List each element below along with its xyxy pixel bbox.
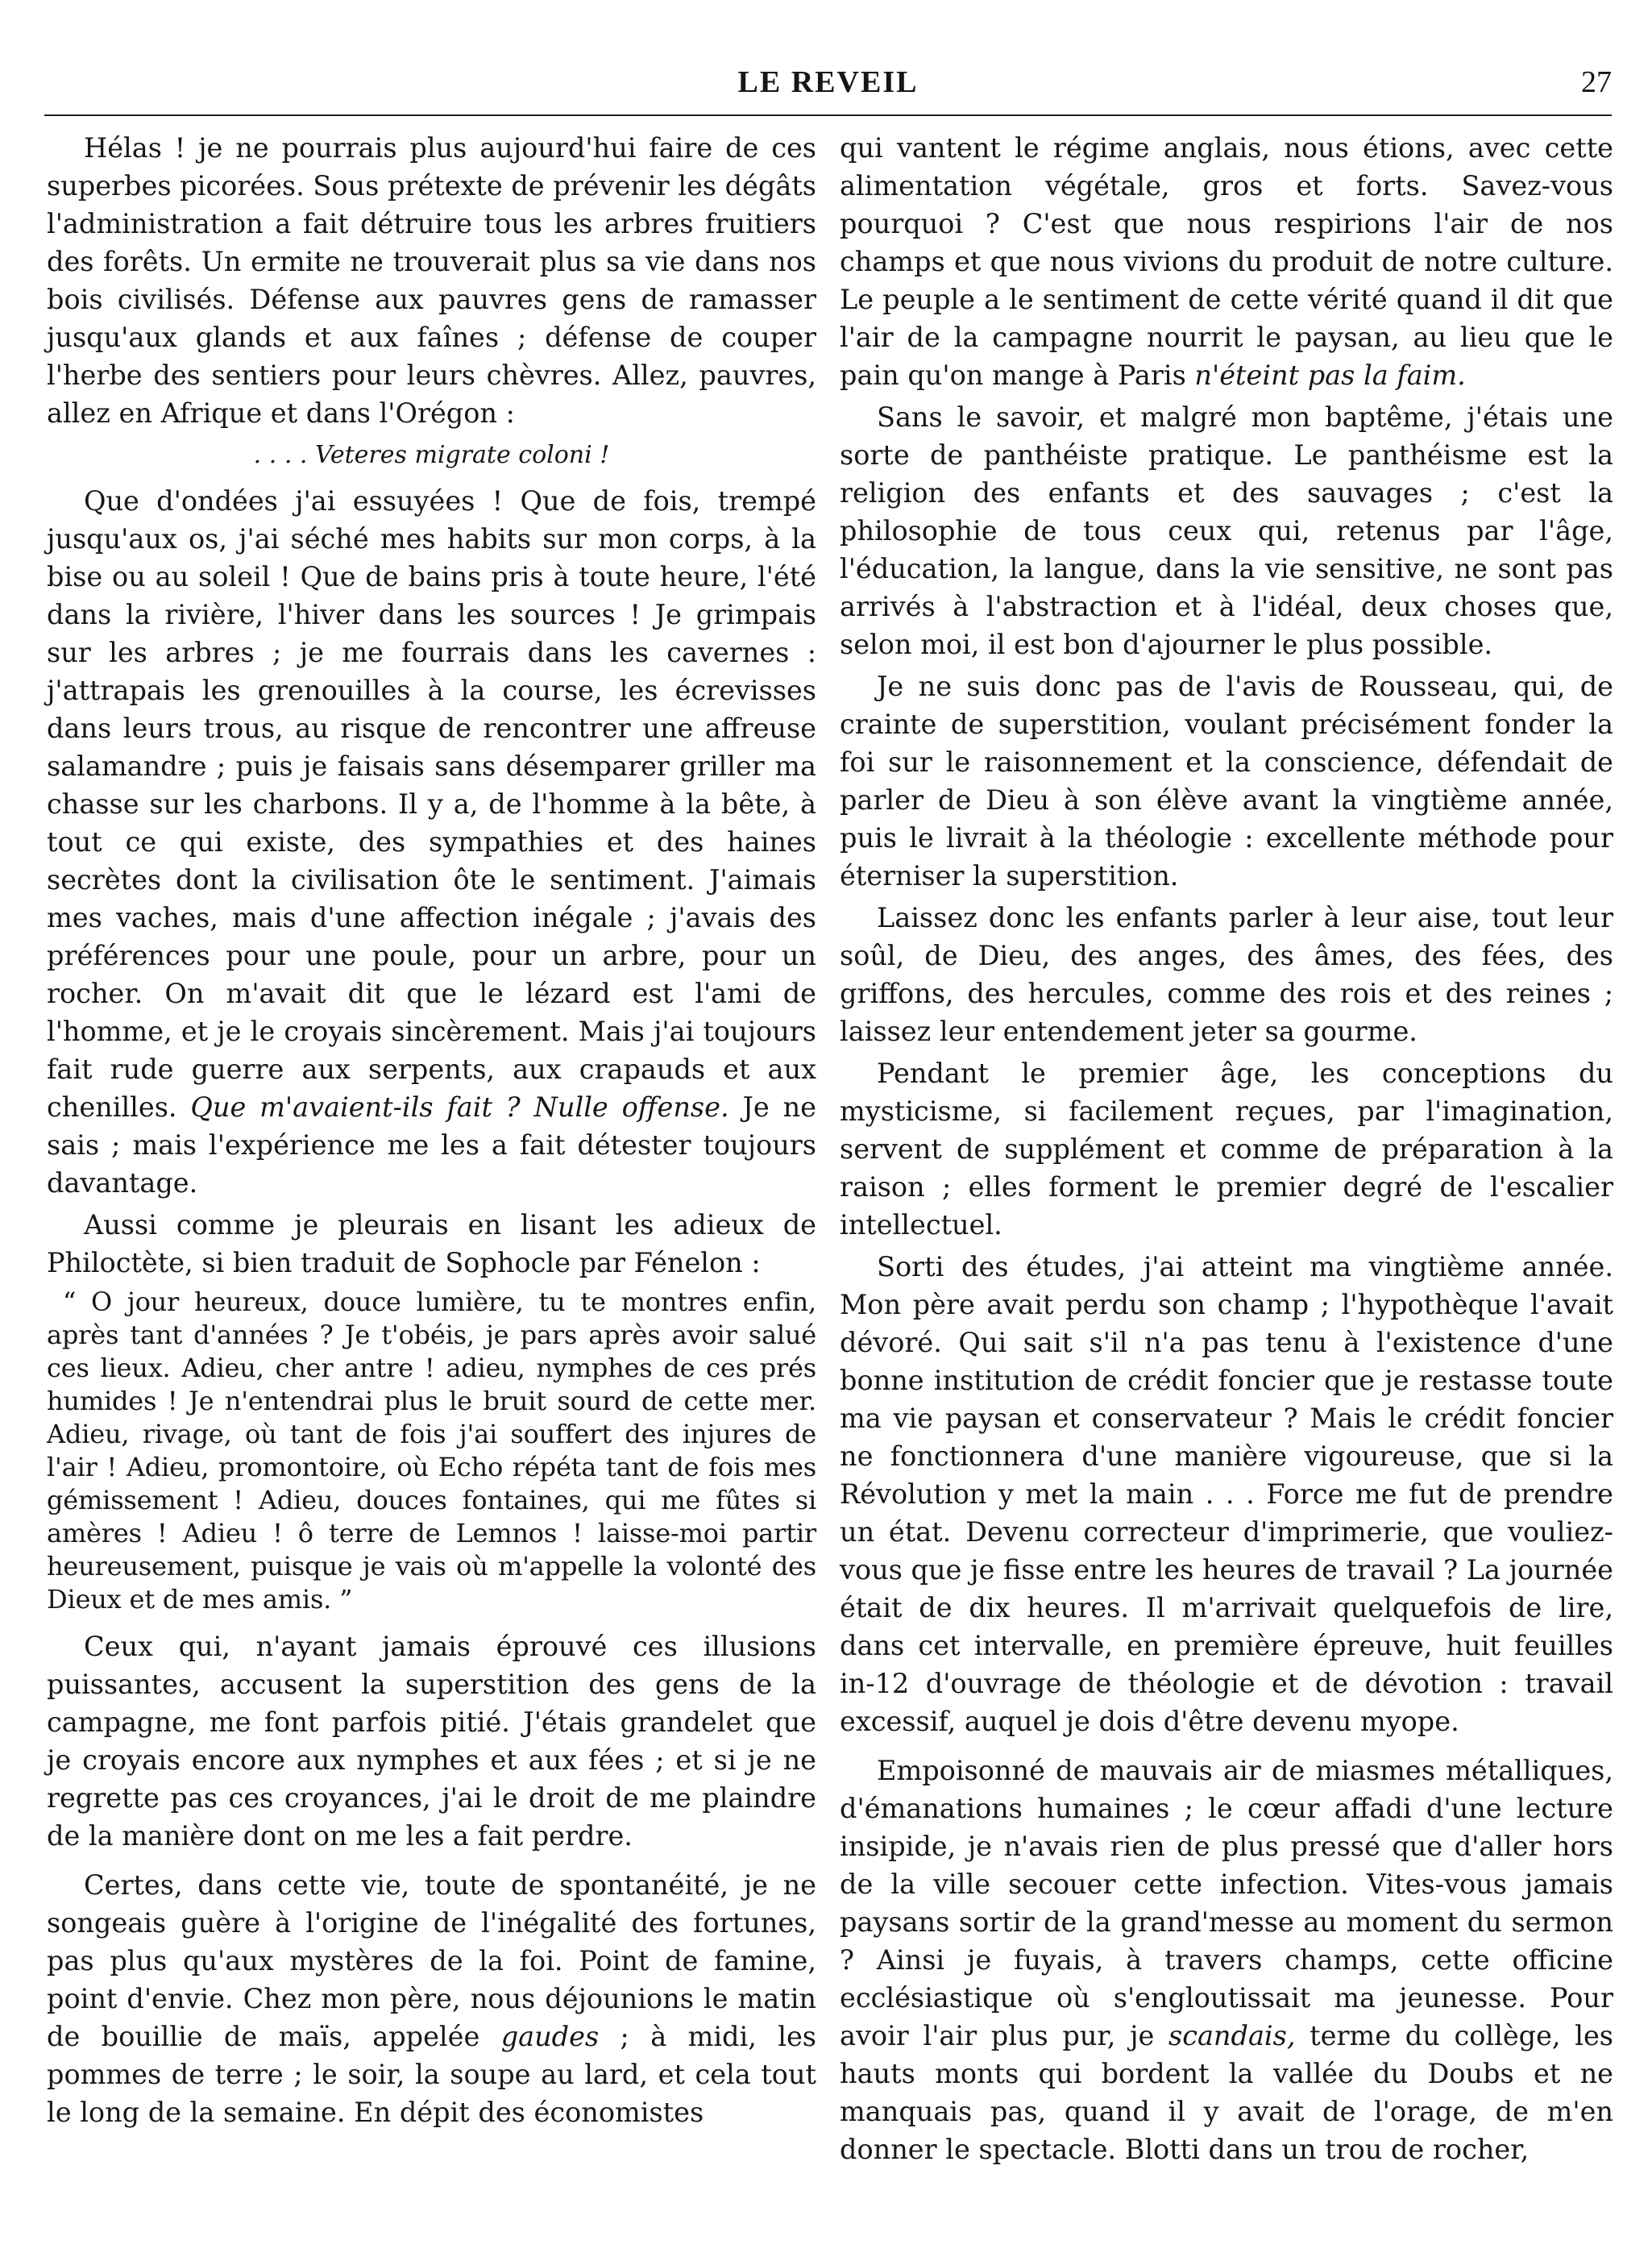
- paragraph: [840, 129, 1613, 394]
- block-quotation: “ O jour heureux, douce lumière, tu te montres enfin, après tant d'années ? Je t'obéis, je pars après avoir salué ces lieux. Adieu, cher antre ! adieu, nymphes de ces prés humides ! Je n'entendrai plus le bruit sourd de cette mer. Adieu, rivage, où tant de fois j'ai souffert des injures de l'air ! Adieu, promontoire, où Echo répéta tant de fois mes gémissement ! Adieu, douces fontaines, qui me fûtes si amères ! Adieu ! ô terre de Lemnos ! laisse-moi partir heureusement, puisque je vais où m'appelle la volonté des Dieux et de mes amis. ”: [47, 1286, 816, 1615]
- paragraph: [47, 482, 816, 1202]
- running-header: [44, 64, 1612, 113]
- latin-quotation: . . . . Veteres migrate coloni !: [253, 441, 610, 469]
- paragraph-text: Je ne sais ; mais l'expérience me les a fait détester toujours davantage.: [47, 1091, 817, 1199]
- journal-title: LE REVEIL: [737, 65, 919, 99]
- italic-phrase: Que m'avaient-ils fait ? Nulle offense.: [190, 1091, 729, 1123]
- paragraph: Hélas ! je ne pourrais plus aujourd'hui faire de ces superbes picorées. Sous prétexte de prévenir les dégâts l'administration a fait détruire tous les arbres fruitiers des forêts. Un ermite ne trouverait plus sa vie dans nos bois civilisés. Défense aux pauvres gens de ramasser jusqu'aux glands et aux faînes ; défense de couper l'herbe des sentiers pour leurs chèvres. Allez, pauvres, allez en Afrique et dans l'Orégon :: [47, 132, 816, 429]
- paragraph-text: qui vantent le régime anglais, nous étions, avec cette alimentation végétale, gros et forts. Savez-vous pourquoi ? C'est que nous respirions l'air de nos champs et que nous vivions du produit de notre culture. Le peuple a le sentiment de cette vérité quand il dit que l'air de la campagne nourrit le paysan, au lieu que le pain qu'on mange à Paris: [840, 132, 1613, 391]
- paragraph: [840, 1752, 1613, 2168]
- paragraph: Laissez donc les enfants parler à leur aise, tout leur soûl, de Dieu, des anges, des âmes, des fées, des griffons, des hercules, comme des rois et des reines ; laissez leur entendement jeter sa gourme.: [840, 902, 1613, 1047]
- paragraph: Aussi comme je pleurais en lisant les adieux de Philoctète, si bien traduit de Sophocle par Fénelon :: [47, 1209, 816, 1278]
- paragraph: Je ne suis donc pas de l'avis de Rousseau, qui, de crainte de superstition, voulant précisément fonder la foi sur le raisonnement et la conscience, défendait de parler de Dieu à son élève avant la vingtième année, puis le livrait à la théologie : excellente méthode pour éterniser la superstition.: [840, 671, 1613, 892]
- paragraph-text: Que d'ondées j'ai essuyées ! Que de fois, trempé jusqu'aux os, j'ai séché mes habits sur mon corps, à la bise ou au soleil ! Que de bains pris à toute heure, l'été dans la rivière, l'hiver dans les sources ! Je grimpais sur les arbres ; je me fourrais dans les cavernes : j'attrapais les grenouilles à la course, les écrevisses dans leurs trous, au risque de rencontrer une affreuse salamandre ; puis je faisais sans désemparer griller ma chasse sur les charbons. Il y a, de l'homme à la bête, à tout ce qui existe, des sympathies et des haines secrètes dont la civilisation ôte le sentiment. J'aimais mes vaches, mais d'une affection inégale ; j'avais des préférences pour une poule, pour un arbre, pour un rocher. On m'avait dit que le lézard est l'ami de l'homme, et je le croyais sincèrement. Mais j'ai toujours fait rude guerre aux serpents, aux crapauds et aux chenilles.: [47, 485, 816, 1123]
- paragraph: Ceux qui, n'ayant jamais éprouvé ces illusions puissantes, accusent la superstition des gens de la campagne, me font parfois pitié. J'étais grandelet que je croyais encore aux nymphes et aux fées ; et si je ne regrette pas ces croyances, j'ai le droit de me plaindre de la manière dont on me les a fait perdre.: [47, 1631, 816, 1852]
- paragraph-text: Certes, dans cette vie, toute de spontanéité, je ne songeais guère à l'origine de l'inégalité des fortunes, pas plus qu'aux mystères de la foi. Point de famine, point d'envie. Chez mon père, nous déjounions le matin de bouillie de maïs, appelée: [47, 1869, 816, 2052]
- paragraph: Sans le savoir, et malgré mon baptême, j'étais une sorte de panthéiste pratique. Le panthéisme est la religion des enfants et des sauvages ; c'est la philosophie de tous ceux qui, retenus par l'âge, l'éducation, la langue, dans la vie sensitive, ne sont pas arrivés à l'abstraction et à l'idéal, deux choses que, selon moi, il est bon d'ajourner le plus possible.: [840, 401, 1613, 660]
- header-rule: [44, 114, 1612, 116]
- left-column: [47, 129, 816, 2135]
- italic-phrase: n'éteint pas la faim.: [1194, 360, 1466, 391]
- paragraph: Sorti des études, j'ai atteint ma vingtième année. Mon père avait perdu son champ ; l'hypothèque l'avait dévoré. Qui sait s'il n'a pas tenu à l'existence d'une bonne institution de crédit foncier que je restasse toute ma vie paysan et conservateur ? Mais le crédit foncier ne fonctionnera d'une manière vigoureuse, que si la Révolution y met la main . . . Force me fut de prendre un état. Devenu correcteur d'imprimerie, que vouliez-vous que je fisse entre les heures de travail ? La journée était de dix heures. Il m'arrivait quelquefois de lire, dans cet intervalle, en première épreuve, huit feuilles in-12 d'ouvrage de théologie et de dévotion : travail excessif, auquel je dois d'être devenu myope.: [840, 1251, 1613, 1737]
- italic-phrase: scandais,: [1168, 2020, 1296, 2051]
- paragraph: [47, 1866, 816, 2131]
- paragraph-text: terme du collège, les hauts monts qui bordent la vallée du Doubs et ne manquais pas, quand il y avait de l'orage, de m'en donner le spectacle. Blotti dans un trou de rocher,: [840, 2020, 1613, 2165]
- right-column: [840, 129, 1613, 2172]
- page-number: 27: [1581, 65, 1612, 99]
- paragraph-text: Empoisonné de mauvais air de miasmes métalliques, d'émanations humaines ; le cœur affadi d'une lecture insipide, je n'avais rien de plus pressé que d'aller hors de la ville secouer cette infection. Vites-vous jamais paysans sortir de la grand'messe au moment du sermon ? Ainsi je fuyais, à travers champs, cette officine ecclésiastique où s'engloutissait ma jeunesse. Pour avoir l'air plus pur, je: [840, 1755, 1613, 2051]
- paragraph: Pendant le premier âge, les conceptions du mysticisme, si facilement reçues, par l'imagination, servent de supplément et comme de préparation à la raison ; elles forment le premier degré de l'escalier intellectuel.: [840, 1058, 1613, 1241]
- paragraph-text: ; à midi, les pommes de terre ; le soir, la soupe au lard, et cela tout le long de la semaine. En dépit des économistes: [47, 2021, 816, 2128]
- italic-phrase: gaudes: [500, 2021, 600, 2052]
